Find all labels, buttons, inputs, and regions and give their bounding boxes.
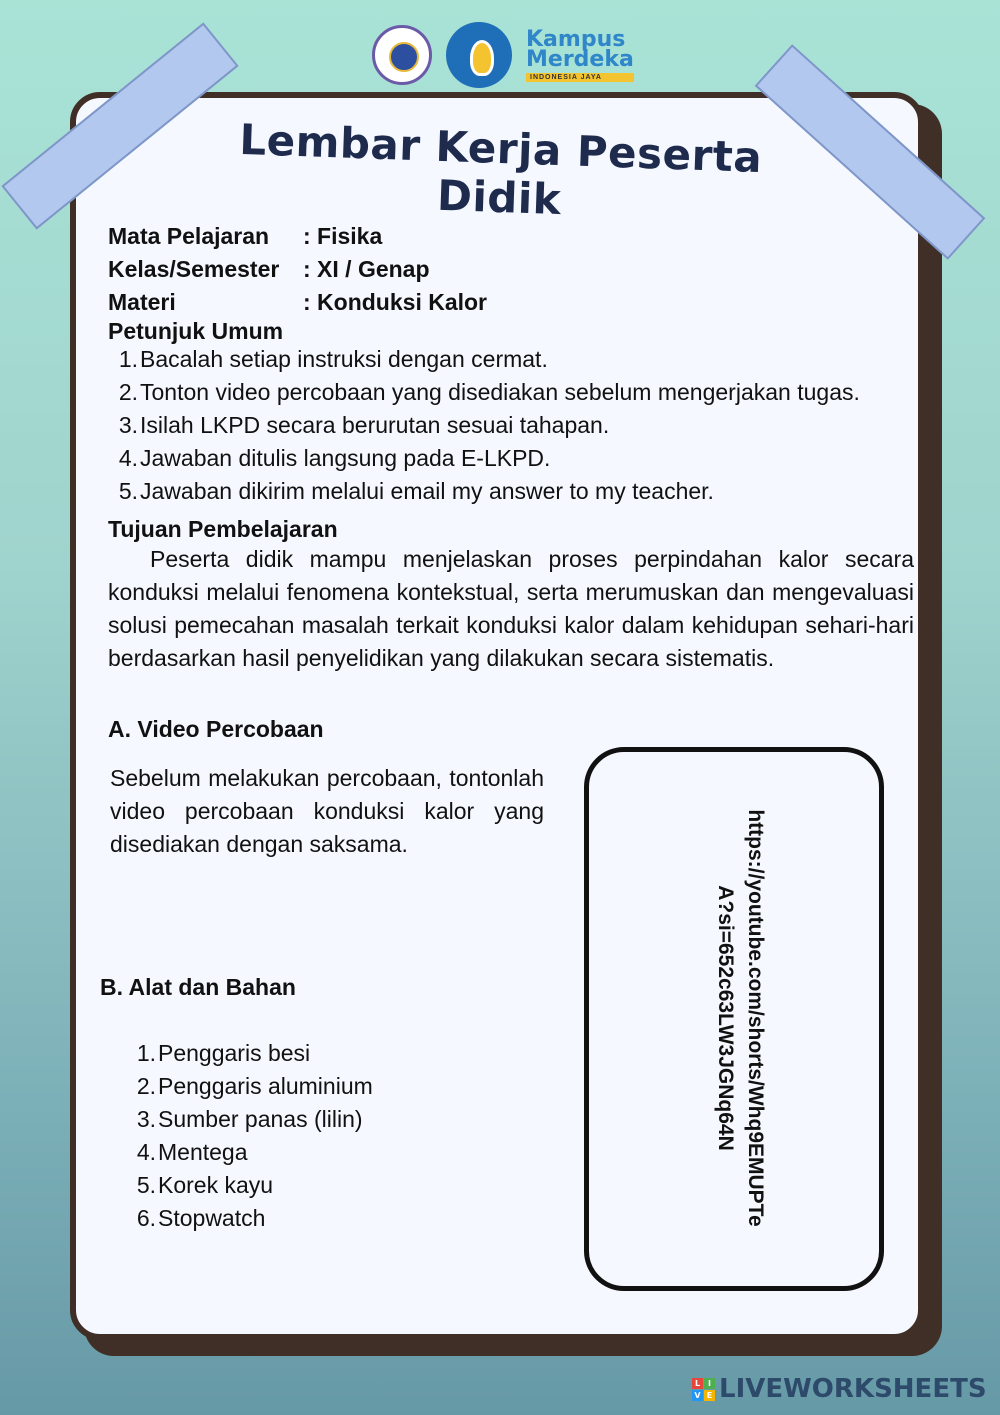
live-badge-letter: I — [704, 1378, 715, 1389]
list-item-text: Jawaban dikirim melalui email my answer to my teacher. — [140, 478, 714, 504]
list-item: 5. Jawaban dikirim melalui email my answer to my teacher. — [112, 475, 860, 508]
meta-subject — [108, 220, 487, 253]
list-item-text: Tonton video percobaan yang disediakan sebelum mengerjakan tugas. — [140, 379, 860, 405]
liveworksheets-brand: LIVEWORKSHEETS — [719, 1374, 987, 1404]
list-item-text: Penggaris besi — [158, 1040, 311, 1066]
list-item: 5. Korek kayu — [130, 1169, 373, 1202]
meta-material-value: : Konduksi Kalor — [303, 289, 488, 315]
meta-subject-label: Mata Pelajaran — [108, 223, 270, 249]
list-item: 3. Isilah LKPD secara berurutan sesuai tahapan. — [112, 409, 860, 442]
alat-list — [130, 1037, 373, 1235]
tujuan-heading: Tujuan Pembelajaran — [108, 516, 338, 542]
live-badge-icon — [692, 1378, 715, 1401]
meta-subject-value: : Fisika — [303, 223, 383, 249]
page-title: Lembar Kerja Peserta Didik — [238, 114, 764, 225]
kampus-merdeka-logo — [526, 26, 634, 82]
list-item-text: Bacalah setiap instruksi dengan cermat. — [140, 346, 548, 372]
petunjuk-heading: Petunjuk Umum — [108, 318, 284, 344]
list-item-text: Sumber panas (lilin) — [158, 1106, 363, 1132]
list-item: 3. Sumber panas (lilin) — [130, 1103, 373, 1136]
kampus-logo-tagline: INDONESIA JAYA — [526, 73, 634, 82]
list-item-text: Penggaris aluminium — [158, 1073, 373, 1099]
meta-class-value: : XI / Genap — [303, 256, 430, 282]
meta-material-label: Materi — [108, 289, 176, 315]
petunjuk-list — [112, 343, 860, 508]
live-badge-letter: L — [692, 1378, 703, 1389]
list-item-text: Jawaban ditulis langsung pada E-LKPD. — [140, 445, 551, 471]
tujuan-paragraph: Peserta didik mampu menjelaskan proses perpindahan kalor secara konduksi melalui fenomena kontekstual, serta merumuskan dan mengevaluasi solusi pemecahan masalah terkait konduksi kalor dalam kehidupan sehari-hari berdasarkan hasil penyelidikan yang dilakukan secara sistematis. — [108, 546, 914, 671]
video-instruction: Sebelum melakukan percobaan, tontonlah video percobaan konduksi kalor yang disediakan dengan saksama. — [110, 765, 544, 857]
alat-heading: B. Alat dan Bahan — [100, 974, 296, 1000]
list-item: 2. Tonton video percobaan yang disediakan sebelum mengerjakan tugas. — [112, 376, 860, 409]
university-seal-icon — [372, 25, 432, 85]
list-item: 4. Jawaban ditulis langsung pada E-LKPD. — [112, 442, 860, 475]
list-item: 1. Penggaris besi — [130, 1037, 373, 1070]
kampus-logo-line2: Merdeka — [526, 46, 634, 72]
list-item-text: Korek kayu — [158, 1172, 274, 1198]
list-item: 6. Stopwatch — [130, 1202, 373, 1235]
section-petunjuk — [108, 318, 860, 508]
header-logos — [372, 20, 634, 90]
meta-class-label: Kelas/Semester — [108, 256, 280, 282]
kampus-logo-line1: Kampus — [526, 26, 626, 52]
video-link[interactable]: https://youtube.com/shorts/Whq9EMUPTeA?si=652c63LW3JGNq64N — [714, 809, 767, 1227]
list-item-text: Stopwatch — [158, 1205, 266, 1231]
list-item: 1. Bacalah setiap instruksi dengan cermat. — [112, 343, 860, 376]
live-badge-letter: V — [692, 1390, 703, 1401]
meta-material — [108, 286, 487, 319]
worksheet-meta — [108, 220, 487, 319]
section-tujuan — [108, 516, 914, 675]
list-item-text: Isilah LKPD secara berurutan sesuai tahapan. — [140, 412, 610, 438]
video-heading: A. Video Percobaan — [108, 716, 324, 742]
liveworksheets-footer — [692, 1374, 987, 1404]
list-item: 2. Penggaris aluminium — [130, 1070, 373, 1103]
list-item: 4. Mentega — [130, 1136, 373, 1169]
meta-class — [108, 253, 487, 286]
list-item-text: Mentega — [158, 1139, 248, 1165]
live-badge-letter: E — [704, 1390, 715, 1401]
tut-wuri-handayani-icon — [446, 22, 512, 88]
